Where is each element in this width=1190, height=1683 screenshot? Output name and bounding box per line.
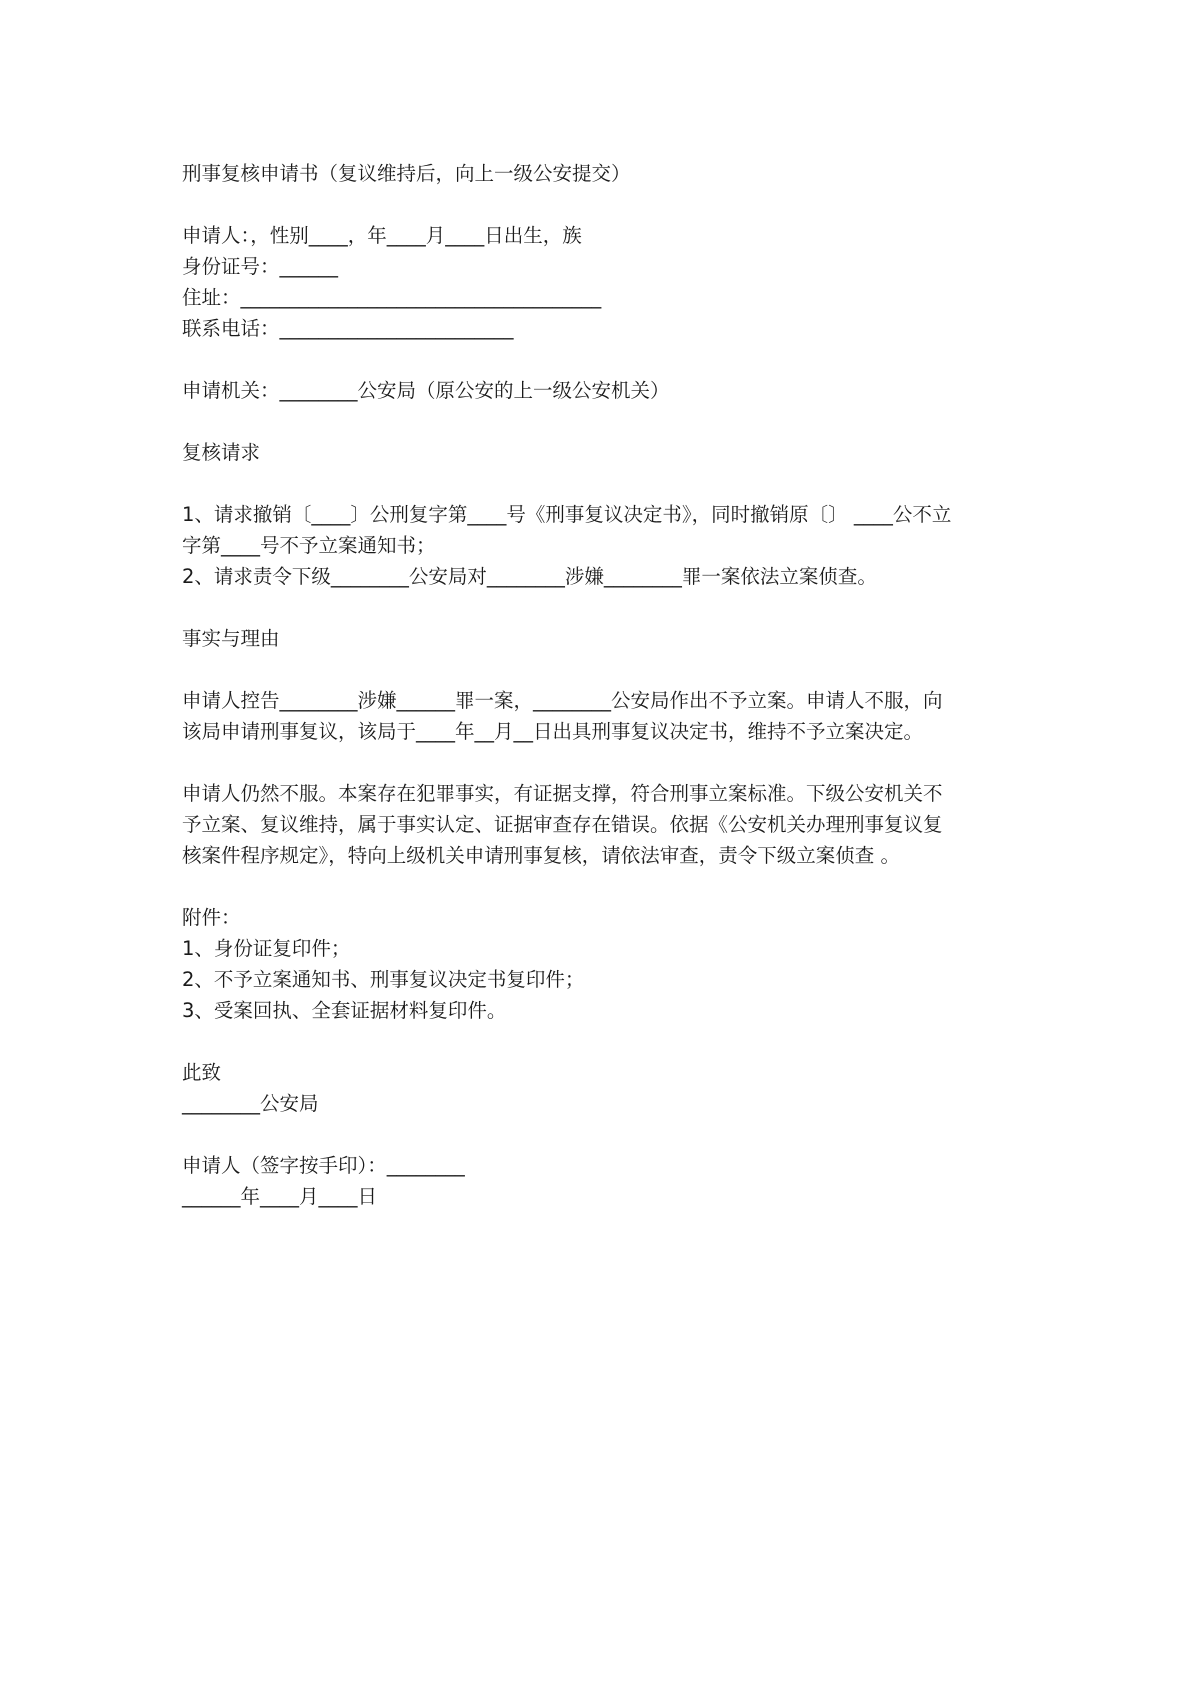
closing-recipient: ________公安局 xyxy=(182,1092,319,1115)
spacer xyxy=(182,871,1032,902)
attachment-item-2: 2、不予立案通知书、刑事复议决定书复印件； xyxy=(182,968,585,991)
spacer xyxy=(182,189,1032,220)
spacer xyxy=(182,468,1032,499)
request-item-2: 2、请求责令下级________公安局对________涉嫌________罪一案依法立案侦查。 xyxy=(182,565,877,588)
closing-salutation: 此致 xyxy=(182,1061,222,1084)
attachment-item-1: 1、身份证复印件； xyxy=(182,937,351,960)
spacer xyxy=(182,1026,1032,1057)
document-body xyxy=(182,158,1032,1212)
address-line: 住址：_____________________________________ xyxy=(182,286,602,309)
facts-paragraph-1-line-2: 该局申请刑事复议，该局于____年__月__日出具刑事复议决定书，维持不予立案决定。 xyxy=(182,720,924,743)
id-number-line: 身份证号：______ xyxy=(182,255,339,278)
document-title: 刑事复核申请书（复议维持后，向上一级公安提交） xyxy=(182,162,631,185)
attachment-item-3: 3、受案回执、全套证据材料复印件。 xyxy=(182,999,507,1022)
facts-paragraph-2-line-3: 核案件程序规定》，特向上级机关申请刑事复核，请依法审查，责令下级立案侦查 。 xyxy=(182,844,900,867)
phone-line: 联系电话：________________________ xyxy=(182,317,514,340)
applicant-organ-line: 申请机关：________公安局（原公安的上一级公安机关） xyxy=(182,379,670,402)
facts-paragraph-2-line-1: 申请人仍然不服。本案存在犯罪事实，有证据支撑，符合刑事立案标准。下级公安机关不 xyxy=(182,782,943,805)
applicant-line: 申请人：，性别____，年____月____日出生，族 xyxy=(182,224,582,247)
spacer xyxy=(182,1119,1032,1150)
spacer xyxy=(182,406,1032,437)
signature-date: ______年____月____日 xyxy=(182,1185,378,1208)
spacer xyxy=(182,592,1032,623)
request-item-1-line-1: 1、请求撤销〔____〕公刑复字第____号《刑事复议决定书》，同时撤销原〔〕 ____公不立 xyxy=(182,503,952,526)
request-heading: 复核请求 xyxy=(182,441,261,464)
spacer xyxy=(182,344,1032,375)
request-item-1-line-2: 字第____号不予立案通知书； xyxy=(182,534,436,557)
signature-line: 申请人（签字按手印）：________ xyxy=(182,1154,465,1177)
spacer xyxy=(182,654,1032,685)
facts-paragraph-1-line-1: 申请人控告________涉嫌______罪一案，________公安局作出不予立案。申请人不服，向 xyxy=(182,689,943,712)
facts-heading: 事实与理由 xyxy=(182,627,280,650)
spacer xyxy=(182,747,1032,778)
facts-paragraph-2-line-2: 予立案、复议维持，属于事实认定、证据审查存在错误。依据《公安机关办理刑事复议复 xyxy=(182,813,943,836)
attachments-heading: 附件： xyxy=(182,906,241,929)
